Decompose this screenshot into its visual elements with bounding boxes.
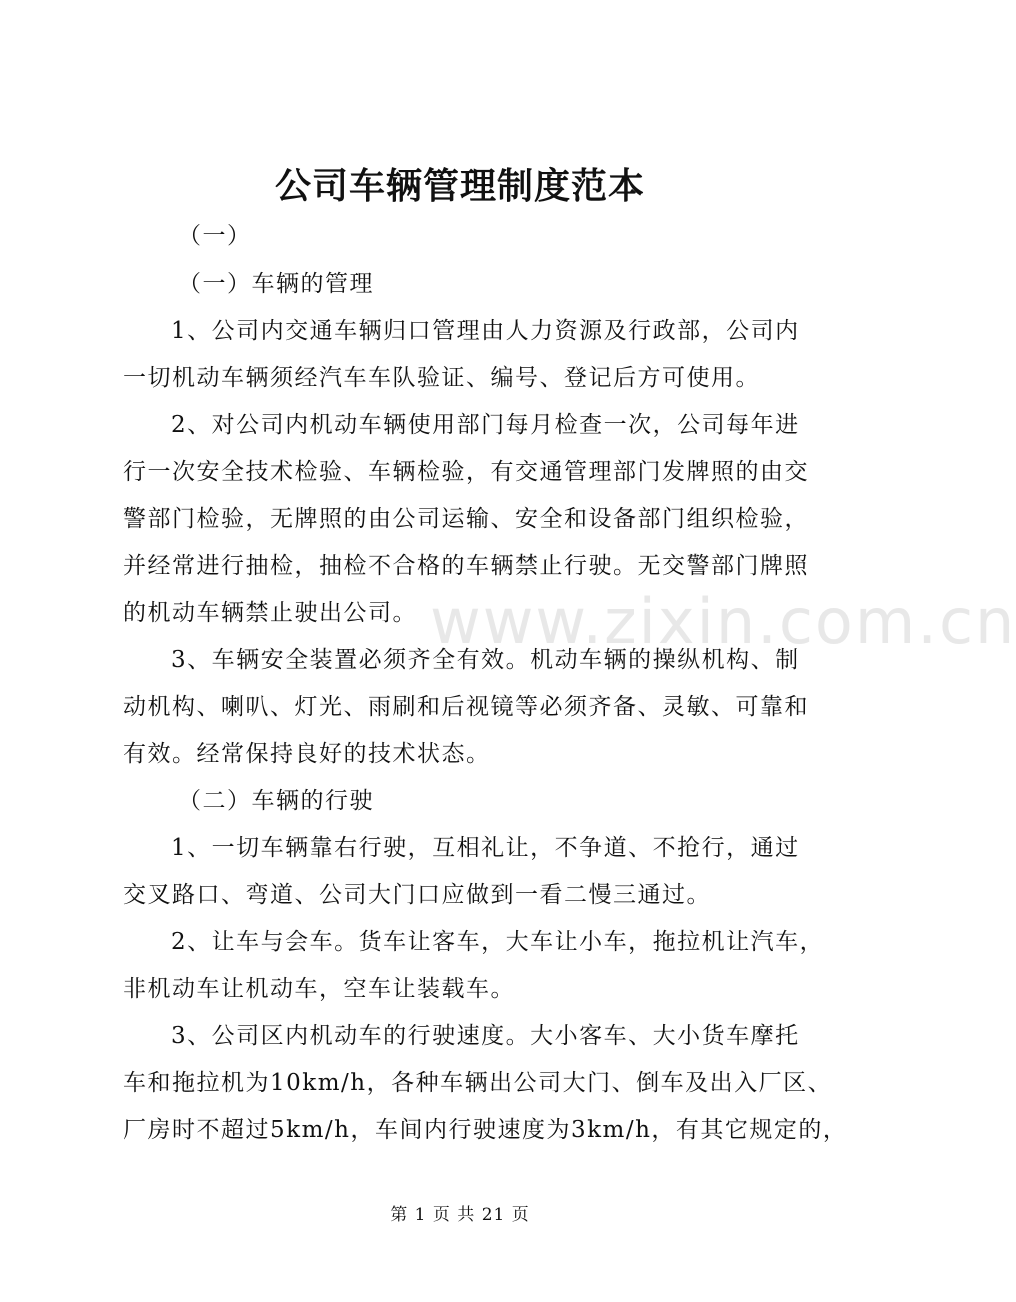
section-heading-vehicle-management: （一）车辆的管理: [178, 271, 374, 297]
paragraph-line: 有效。经常保持良好的技术状态。: [123, 741, 491, 767]
paragraph-line: 并经常进行抽检，抽检不合格的车辆禁止行驶。无交警部门牌照: [123, 553, 809, 579]
paragraph-line: 动机构、喇叭、灯光、雨刷和后视镜等必须齐备、灵敏、可靠和: [123, 694, 809, 720]
paragraph-line: 行一次安全技术检验、车辆检验，有交通管理部门发牌照的由交: [123, 459, 809, 485]
paragraph-line: 车和拖拉机为10km/h，各种车辆出公司大门、倒车及出入厂区、: [123, 1070, 833, 1096]
paragraph-line: 1、公司内交通车辆归口管理由人力资源及行政部，公司内: [171, 318, 800, 344]
paragraph-line: 2、让车与会车。货车让客车，大车让小车，拖拉机让汽车，: [171, 929, 825, 955]
paragraph-line: 3、车辆安全装置必须齐全有效。机动车辆的操纵机构、制: [171, 647, 800, 673]
paragraph-line: 1、一切车辆靠右行驶，互相礼让，不争道、不抢行，通过: [171, 835, 800, 861]
section-heading-vehicle-driving: （二）车辆的行驶: [178, 788, 374, 814]
paragraph-line: 交叉路口、弯道、公司大门口应做到一看二慢三通过。: [123, 882, 711, 908]
document-title: 公司车辆管理制度范本: [274, 165, 645, 207]
paragraph-line: 厂房时不超过5km/h，车间内行驶速度为3km/h，有其它规定的，: [123, 1117, 848, 1143]
section-marker: （一）: [178, 223, 252, 249]
paragraph-line: 一切机动车辆须经汽车车队验证、编号、登记后方可使用。: [123, 365, 760, 391]
paragraph-line: 2、对公司内机动车辆使用部门每月检查一次，公司每年进: [171, 412, 800, 438]
paragraph-line: 3、公司区内机动车的行驶速度。大小客车、大小货车摩托: [171, 1023, 800, 1049]
paragraph-line: 警部门检验，无牌照的由公司运输、安全和设备部门组织检验，: [123, 506, 809, 532]
page-footer: 第 1 页 共 21 页: [390, 1205, 530, 1225]
paragraph-line: 的机动车辆禁止驶出公司。: [123, 600, 417, 626]
watermark-text: www.zixin.com.cn: [430, 585, 1016, 658]
paragraph-line: 非机动车让机动车，空车让装载车。: [123, 976, 515, 1002]
